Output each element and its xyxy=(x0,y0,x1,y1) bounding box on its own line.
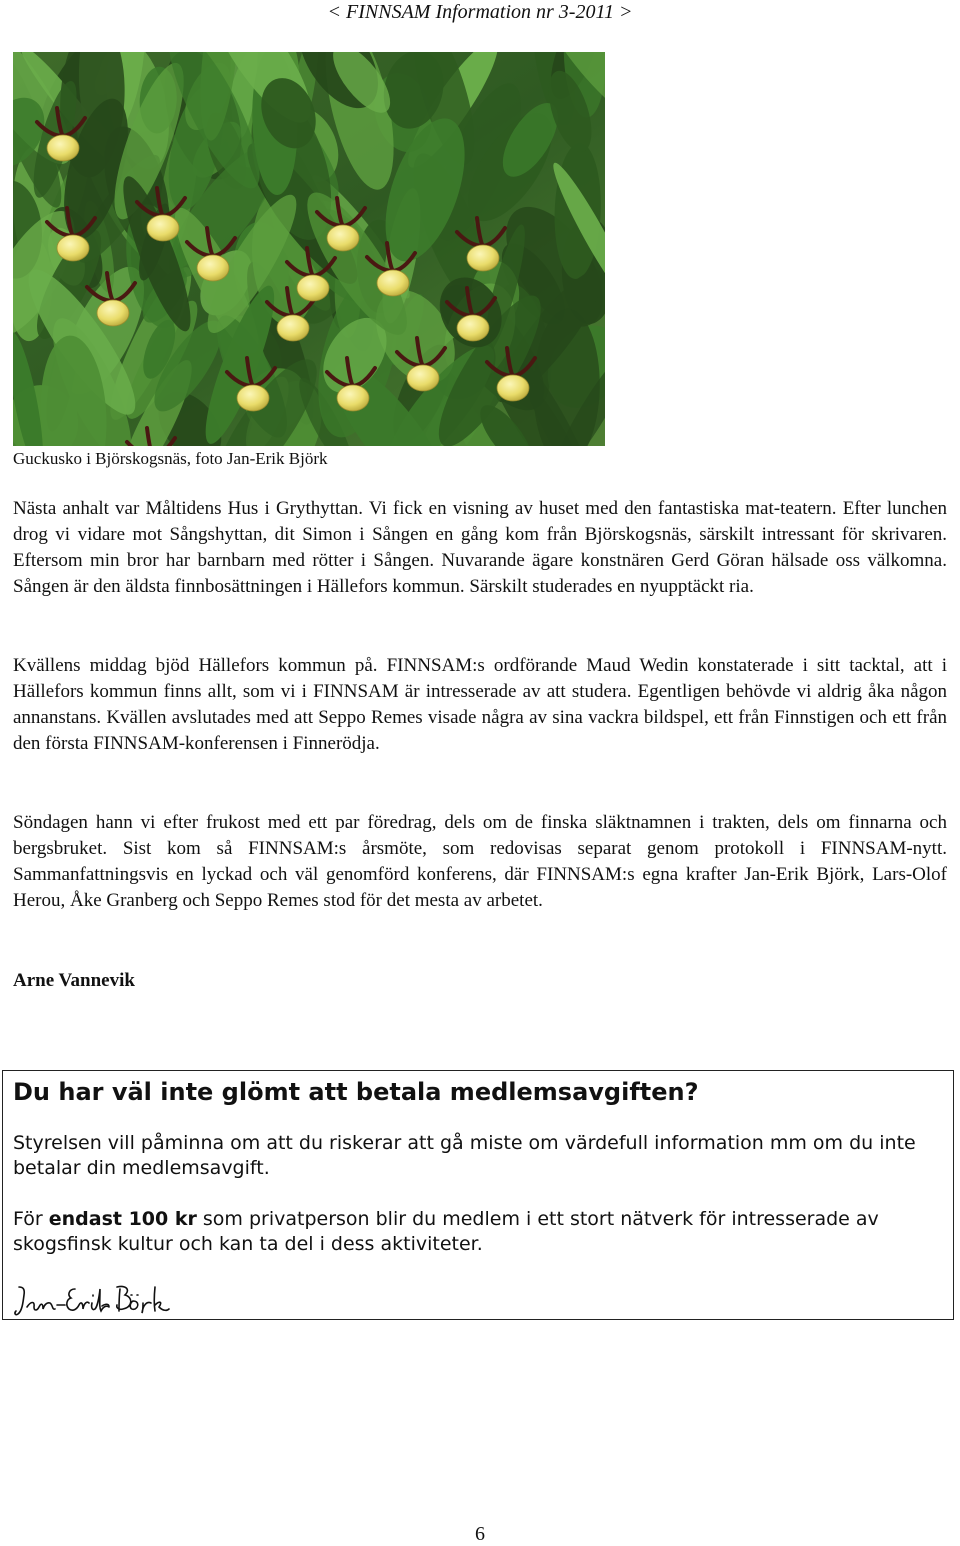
article-paragraph-1: Nästa anhalt var Måltidens Hus i Grythyttan. Vi fick en visning av huset med den fantastiska mat-teatern. Efter lunchen drog vi vidare mot Sångshyttan, dit Simon i Sången en gång kom från Björskogsnäs, särskilt intressant för skrivaren. Eftersom min bror har barnbarn med rötter i Sången. Nuvarande ägare konstnären Gerd Göran hälsade oss välkomna. Sången är den äldsta finnbosättningen i Hällefors kommun. Särskilt studerades en nyupptäckt ria. xyxy=(13,498,947,597)
article-paragraph-2: Kvällens middag bjöd Hällefors kommun på. FINNSAM:s ordförande Maud Wedin konstaterade i sitt tacktal, att i Hällefors kommun finns allt, som vi i FINNSAM är intresserade av att studera. Egentligen behövde vi aldrig åka någon annanstans. Kvällen avslutades med att Seppo Remes visade några av sina vackra bildspel, ett från Finnstigen och ett från den första FINNSAM-konferensen i Finnerödja. xyxy=(13,655,947,754)
notice-price-amount: endast 100 kr xyxy=(48,1208,197,1230)
article-paragraph-3: Söndagen hann vi efter frukost med ett par föredrag, dels om de finska släktnamnen i trakten, dels om finnarna och bergsbruket. Sist kom så FINNSAM:s årsmöte, som redovisas separat genom protokoll i FINNSAM-nytt. Sammanfattningsvis en lyckad och väl genomförd konferens, där FINNSAM:s egna krafter Jan-Erik Björk, Lars-Olof Herou, Åke Granberg och Seppo Remes stod för det mesta av arbetet. xyxy=(13,812,947,911)
notice-text-price xyxy=(13,1207,943,1257)
page-number: 6 xyxy=(475,1523,485,1545)
running-header: < FINNSAM Information nr 3-2011 > xyxy=(327,1,633,23)
article-author: Arne Vannevik xyxy=(13,970,135,991)
handwritten-signature xyxy=(13,1281,173,1321)
notice-title: Du har väl inte glömt att betala medlemsavgiften? xyxy=(13,1078,699,1106)
notice-text-reminder: Styrelsen vill påminna om att du riskerar att gå miste om värdefull information mm om du inte betalar din medlemsavgift. xyxy=(13,1132,916,1179)
photo-caption: Guckusko i Björskogsnäs, foto Jan-Erik Björk xyxy=(13,449,328,468)
notice-price-lead: För xyxy=(13,1208,49,1230)
notice-price-rest: som privatperson blir du medlem i ett stort nätverk för intresserade av skogsfinsk kultur och kan ta del i dess aktiviteter. xyxy=(13,1208,879,1255)
orchid-photo xyxy=(13,52,605,446)
membership-notice-box xyxy=(2,1070,954,1320)
